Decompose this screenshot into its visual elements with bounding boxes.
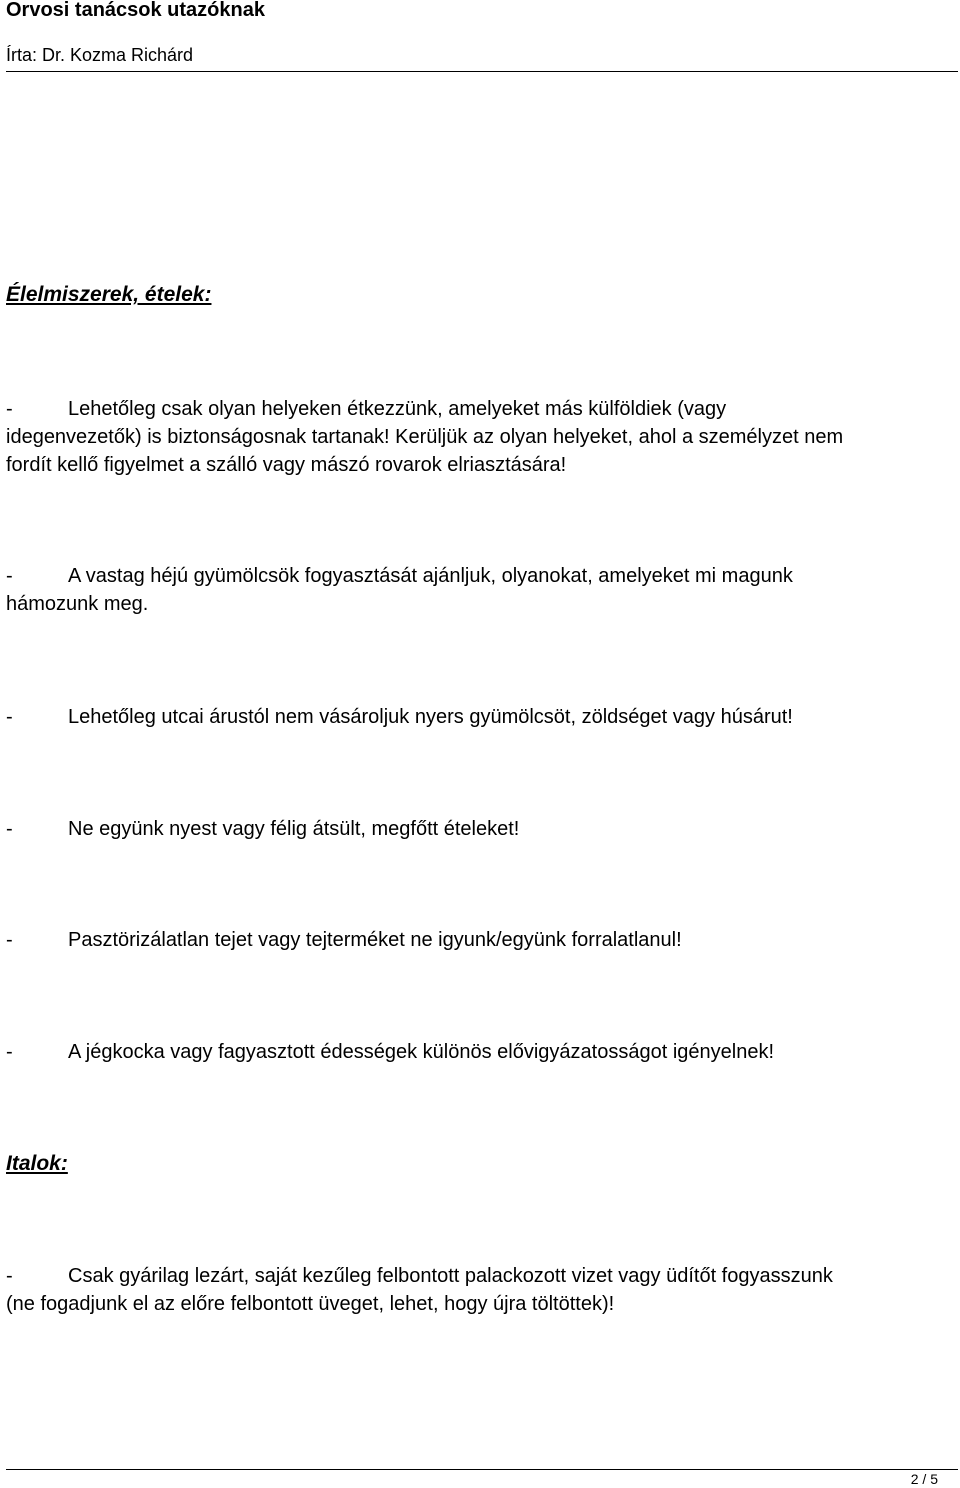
bullet-dash: - [6, 818, 13, 840]
item-line: hámozunk meg. [6, 593, 149, 615]
section-heading: Italok: [6, 1152, 68, 1175]
bullet-dash: - [6, 565, 13, 587]
item-line: Lehetőleg utcai árustól nem vásároljuk nyers gyümölcsöt, zöldséget vagy húsárut! [68, 706, 793, 728]
document-title: Orvosi tanácsok utazóknak [6, 0, 265, 21]
list-item [6, 703, 956, 731]
bullet-dash: - [6, 706, 13, 728]
bullet-dash: - [6, 1265, 13, 1287]
list-item [6, 562, 956, 618]
bullet-dash: - [6, 398, 13, 420]
item-line: Lehetőleg csak olyan helyeken étkezzünk, amelyeket más külföldiek (vagy [68, 398, 727, 420]
list-item [6, 1038, 956, 1066]
item-line: A jégkocka vagy fagyasztott édességek különös elővigyázatosságot igényelnek! [68, 1041, 774, 1063]
section-heading: Élelmiszerek, ételek: [6, 283, 212, 306]
item-line: A vastag héjú gyümölcsök fogyasztását ajánljuk, olyanokat, amelyeket mi magunk [68, 565, 793, 587]
item-line: Pasztörizálatlan tejet vagy tejterméket ne igyunk/együnk forralatlanul! [68, 929, 682, 951]
footer-divider [6, 1469, 958, 1470]
header-divider [6, 71, 958, 72]
list-item [6, 395, 956, 479]
list-item [6, 815, 956, 843]
item-line: (ne fogadjunk el az előre felbontott üveget, lehet, hogy újra töltöttek)! [6, 1293, 615, 1315]
bullet-dash: - [6, 929, 13, 951]
item-line: Ne együnk nyest vagy félig átsült, megfőtt ételeket! [68, 818, 520, 840]
item-line: Csak gyárilag lezárt, saját kezűleg felbontott palackozott vizet vagy üdítőt fogyasszunk [68, 1265, 833, 1287]
list-item [6, 1262, 956, 1318]
bullet-dash: - [6, 1041, 13, 1063]
list-item [6, 926, 956, 954]
item-line: fordít kellő figyelmet a szálló vagy mászó rovarok elriasztására! [6, 454, 567, 476]
page-number: 2 / 5 [910, 1471, 938, 1487]
author-line: Írta: Dr. Kozma Richárd [6, 45, 194, 65]
item-line: idegenvezetők) is biztonságosnak tartanak! Kerüljük az olyan helyeket, ahol a személyzet nem [6, 426, 844, 448]
